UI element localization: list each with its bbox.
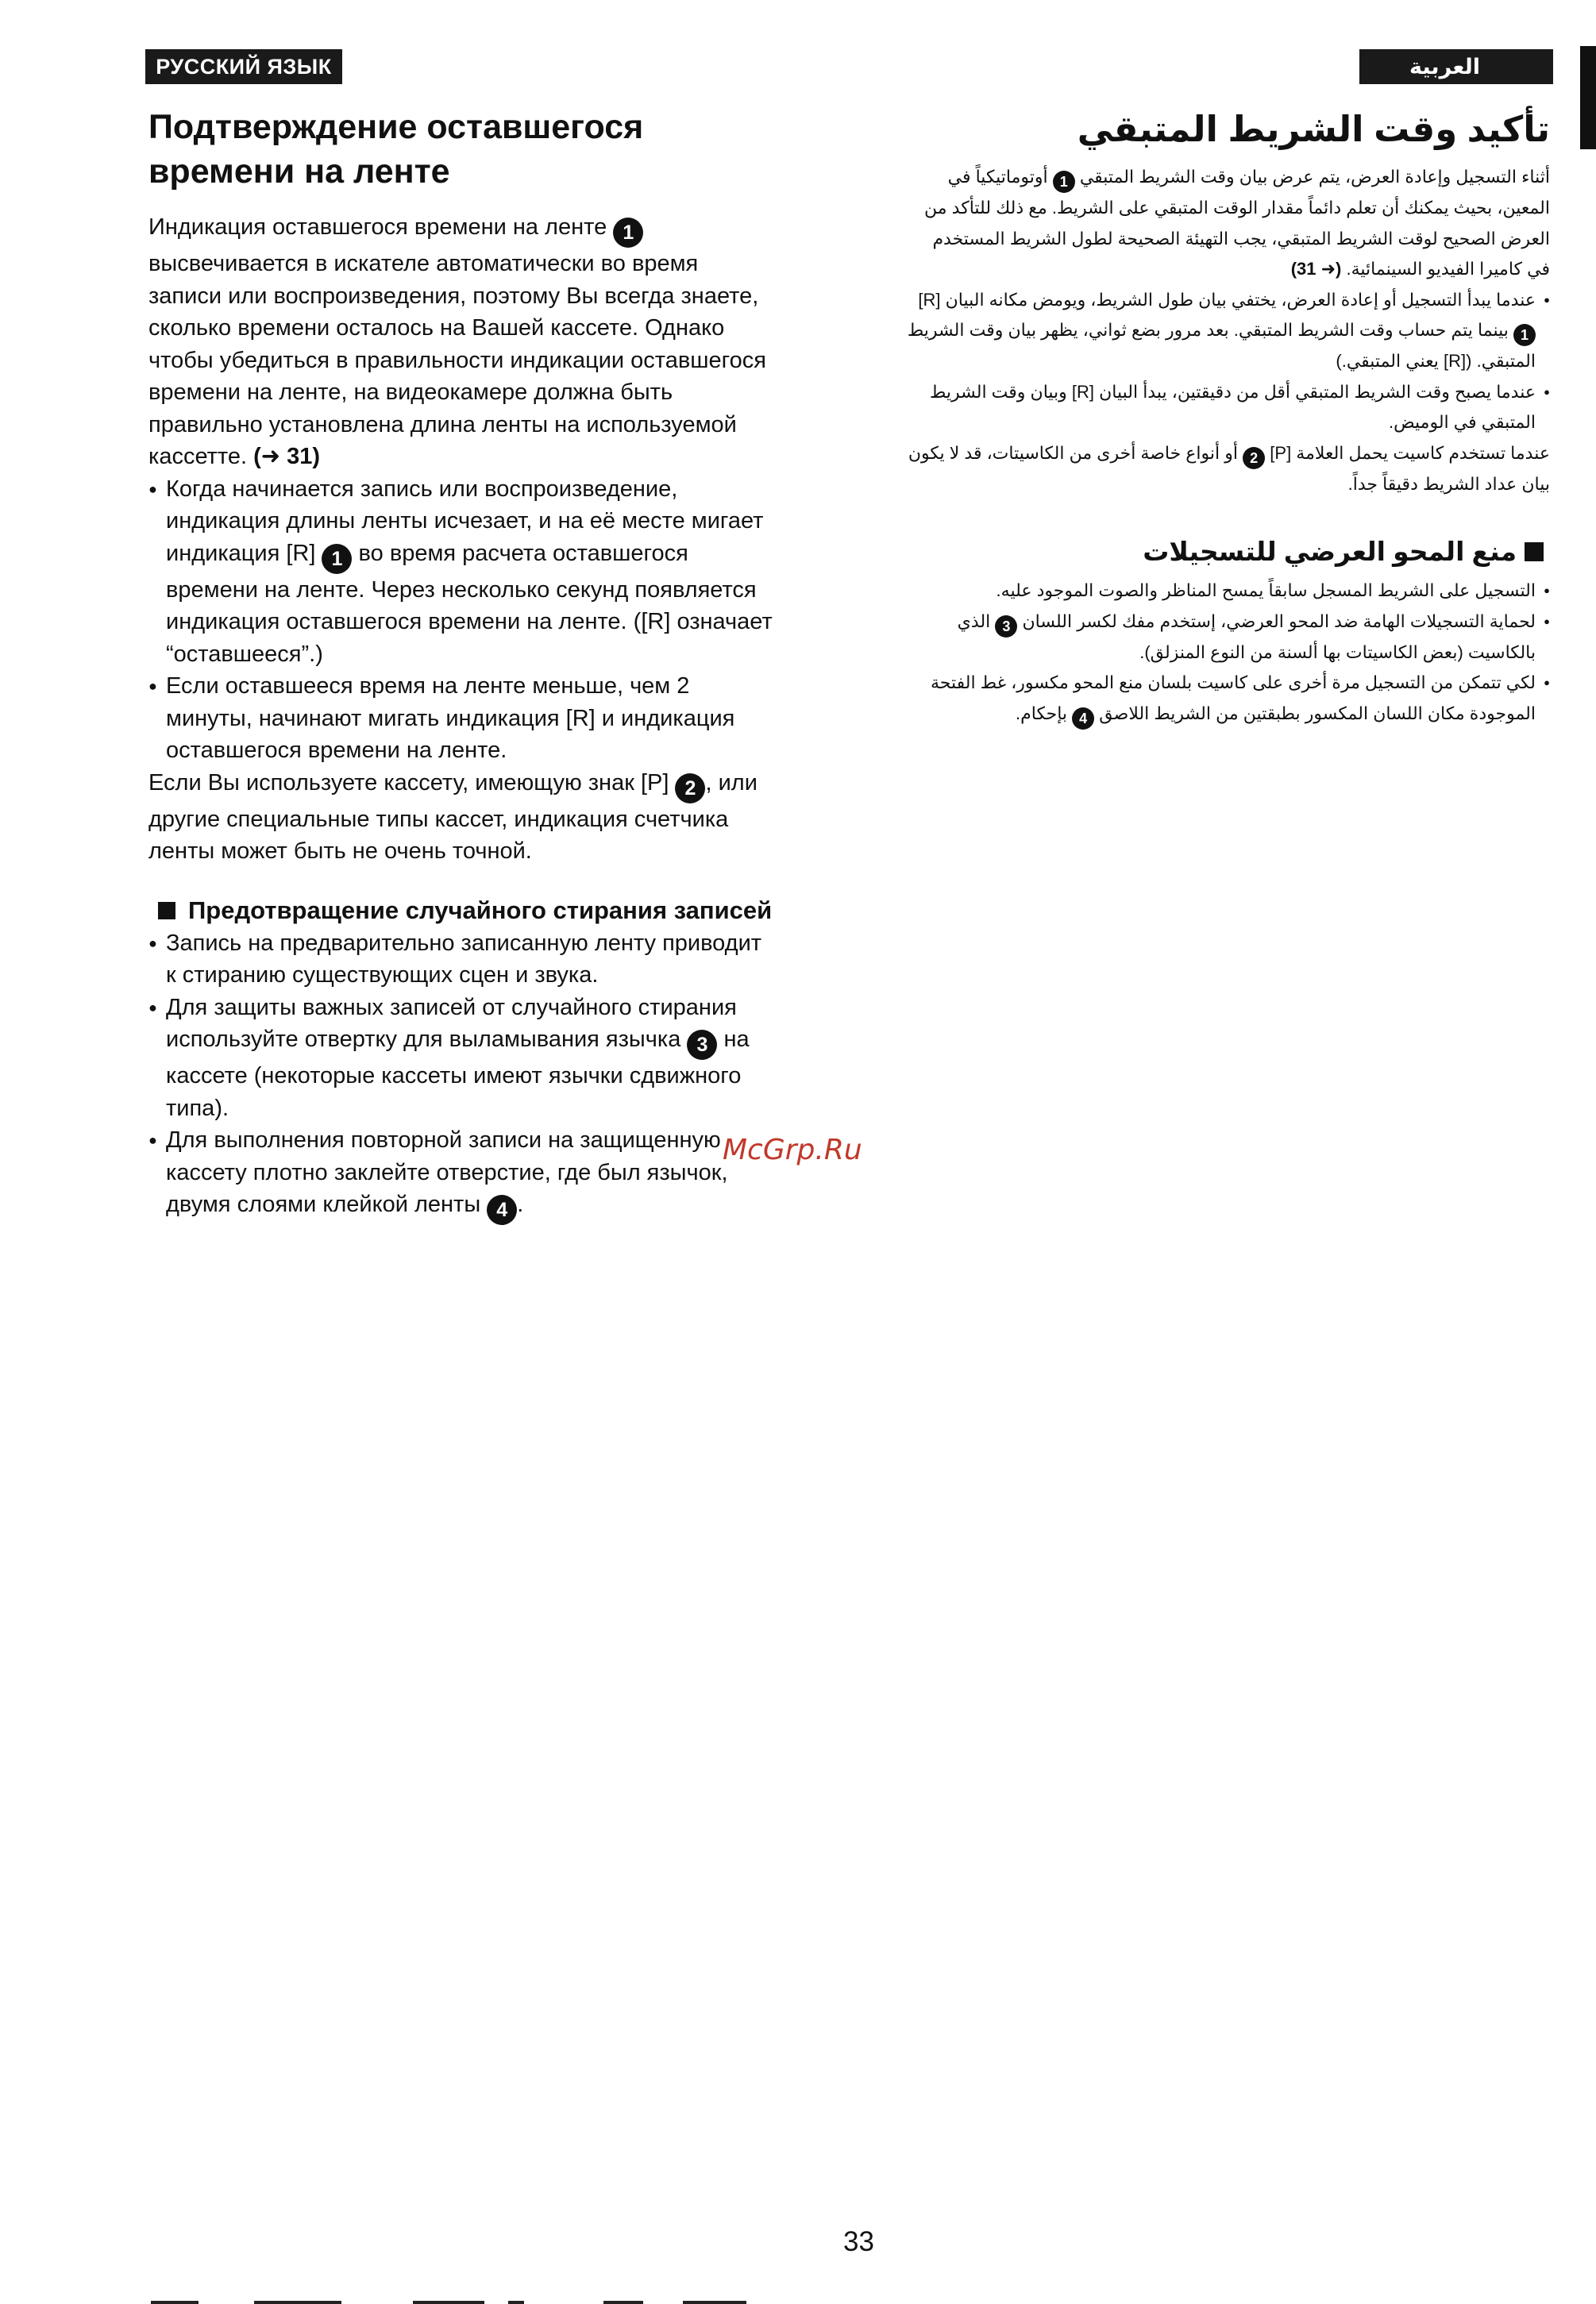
ar-erase-bullet-1: ● التسجيل على الشريط المسجل سابقاً يمسح المناظر والصوت الموجود عليه. xyxy=(905,576,1550,607)
callout-4-icon: 4 xyxy=(487,1195,517,1225)
ar-erase-bullet-2: ● لحماية التسجيلات الهامة ضد المحو العرضي، إستخدم مفك لكسر اللسان 3 الذي بالكاسيت (بعض الكاسيتات بها ألسنة من النوع المنزلق). xyxy=(905,607,1550,668)
page-edge-marker xyxy=(1580,46,1596,149)
ar-bullet-2: ● عندما يصبح وقت الشريط المتبقي أقل من دقيقتين، يبدأ البيان [R] وبيان وقت الشريط المتبقي في الوميض. xyxy=(905,377,1550,438)
russian-column xyxy=(148,105,776,1225)
ar-cassette-note: عندما تستخدم كاسيت يحمل العلامة [P] 2 أو أنواع خاصة أخرى من الكاسيتات، قد لا يكون بيان عداد الشريط دقيقاً جداً. xyxy=(908,442,1550,494)
ru-cassette-note: Если Вы используете кассету, имеющую знак [P] 2 , или другие специальные типы кассет, индикация счетчика ленты может быть не очень точной. xyxy=(148,769,758,864)
page-reference: (➜ 31) xyxy=(253,444,321,469)
ar-bullet-1: ● عندما يبدأ التسجيل أو إعادة العرض، يختفي بيان طول الشريط، ويومض مكانه البيان [R] 1 بينما يتم حساب وقت الشريط المتبقي. بعد مرور بضع ثواني، يظهر بيان وقت الشريط المتبقي. ([R] يعني المتبقي.) xyxy=(905,285,1550,377)
callout-3-icon: 3 xyxy=(687,1030,717,1060)
language-tab-russian: РУССКИЙ ЯЗЫК xyxy=(145,49,342,84)
footer-rule xyxy=(254,2301,341,2304)
ru-section-title: Подтверждение оставшегося времени на ленте xyxy=(148,108,644,191)
ru-intro-paragraph: Индикация оставшегося времени на ленте 1 высвечивается в искателе автоматически во время записи или воспроизведения, поэтому Вы всегда знаете, сколько времени осталось на Вашей кассете. Однако чтобы убедиться в правильности индикации оставшегося времени на ленте, на видеокамере должна быть правильно установлена длина ленты на используемой кассетте. (➜ 31) xyxy=(148,214,766,469)
page-reference: (➜ 31) xyxy=(1290,259,1342,279)
callout-1-icon: 1 xyxy=(322,544,352,574)
ar-section-title: تأكيد وقت الشريط المتبقي xyxy=(1077,109,1550,149)
footer-rule xyxy=(151,2301,199,2304)
watermark: McGrp.Ru xyxy=(723,1134,862,1166)
callout-1-icon: 1 xyxy=(1053,171,1075,193)
ru-bullet-2: ● Если оставшееся время на ленте меньше, чем 2 минуты, начинают мигать индикация [R] и индикация оставшегося времени на ленте. xyxy=(148,670,776,767)
ru-erase-bullet-3: ● Для выполнения повторной записи на защищенную кассету плотно заклейте отверстие, где был язычок, двумя слоями клейкой ленты 4 . xyxy=(148,1124,776,1225)
callout-3-icon: 3 xyxy=(995,615,1017,638)
footer-rule xyxy=(683,2301,746,2304)
footer-rule xyxy=(603,2301,643,2304)
callout-2-icon: 2 xyxy=(675,773,705,803)
ru-erase-bullet-1: ● Запись на предварительно записанную ленту приводит к стиранию существующих сцен и звука. xyxy=(148,927,776,992)
ar-intro-paragraph: أثناء التسجيل وإعادة العرض، يتم عرض بيان وقت الشريط المتبقي 1 أوتوماتيكياً في المعين، بحيث يمكنك أن تعلم دائماً مقدار الوقت المتبقي على الشريط. مع ذلك للتأكد من العرض الصحيح لوقت الشريط المتبقي، يجب التهيئة الصحيحة لطول الشريط المستخدم في كاميرا الفيديو السينمائية. (➜ 31) xyxy=(924,167,1550,279)
ar-subsection-heading: منع المحو العرضي للتسجيلات xyxy=(905,533,1550,571)
footer-rule xyxy=(413,2301,484,2304)
ru-erase-bullet-2: ● Для защиты важных записей от случайного стирания используйте отвертку для выламывания язычка 3 на кассете (некоторые кассеты имеют язычки сдвижного типа). xyxy=(148,992,776,1125)
ru-subsection-heading: Предотвращение случайного стирания записей xyxy=(148,893,776,927)
callout-2-icon: 2 xyxy=(1243,447,1265,469)
ru-bullet-1: ● Когда начинается запись или воспроизведение, индикация длины ленты исчезает, и на её месте мигает индикация [R] 1 во время расчета оставшегося времени на ленте. Через несколько секунд появляется индикация оставшегося времени на ленте. ([R] означает “оставшееся”.) xyxy=(148,473,776,671)
ar-erase-bullet-3: ● لكي تتمكن من التسجيل مرة أخرى على كاسيت بلسان منع المحو مكسور، غط الفتحة الموجودة مكان اللسان المكسور بطبقتين من الشريط اللاصق 4 بإحكام. xyxy=(905,668,1550,730)
page-number: 33 xyxy=(843,2226,874,2257)
language-tab-arabic: العربية xyxy=(1359,49,1553,84)
arabic-column xyxy=(905,105,1550,730)
callout-1-icon: 1 xyxy=(613,218,643,248)
callout-4-icon: 4 xyxy=(1072,707,1094,730)
callout-1-icon: 1 xyxy=(1513,324,1536,346)
footer-rule xyxy=(508,2301,524,2304)
